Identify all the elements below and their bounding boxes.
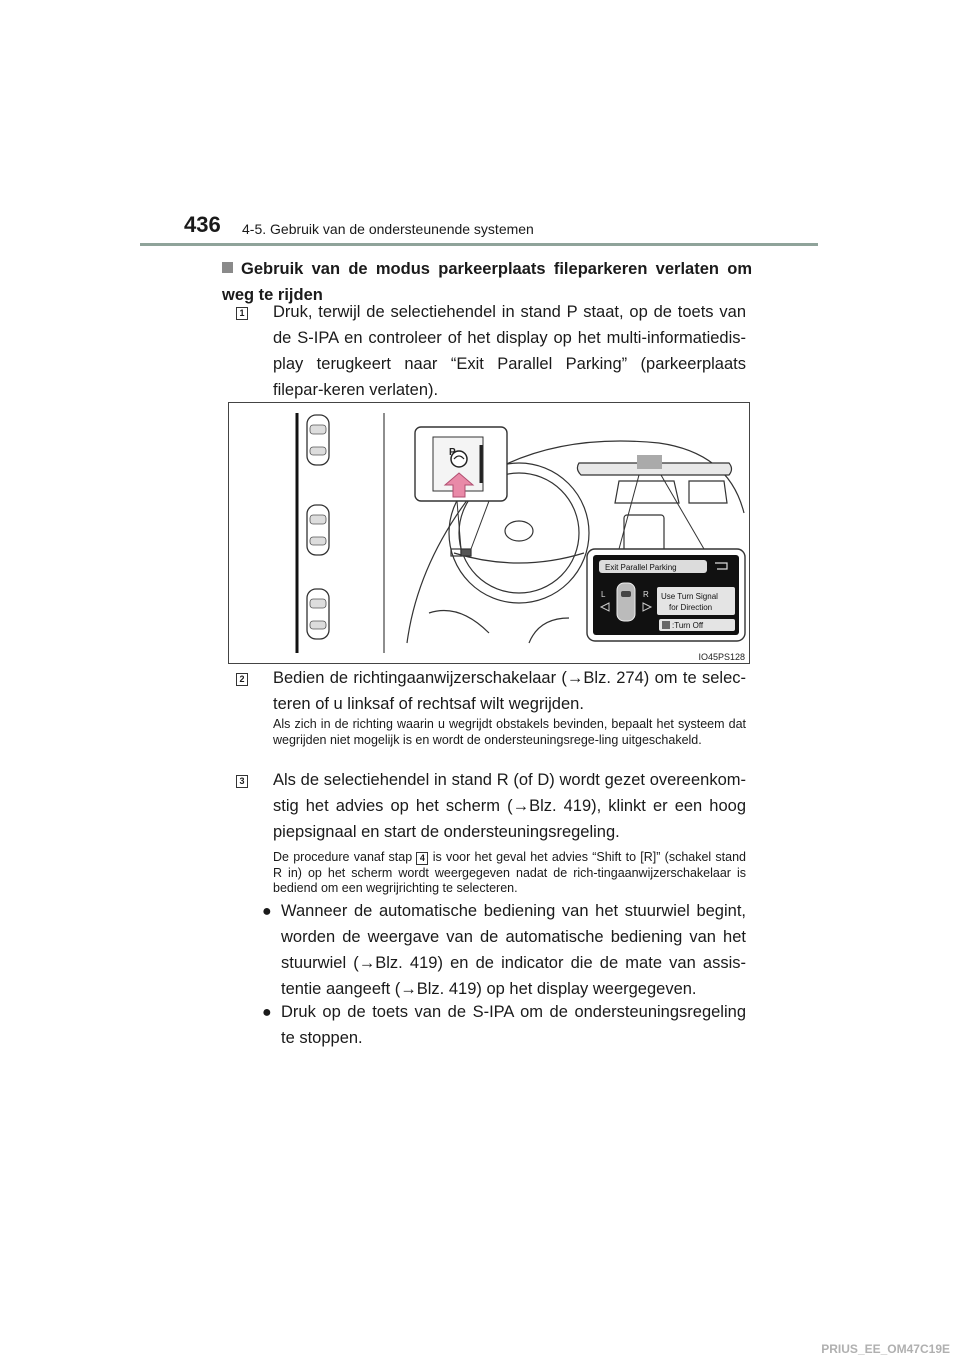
note-text-before: De procedure vanaf stap	[273, 850, 413, 864]
parked-car-icon	[307, 589, 329, 639]
step-1-text: Druk, terwijl de selectiehendel in stand P staat, op de toets van de S-IPA en controleer of het display op het multi-informatiedis-play terugkeert naar “Exit Parallel Parking” (parkeerplaats filepar-keren verlaten).	[273, 303, 746, 399]
step-3-text: Als de selectiehendel in stand R (of D) wordt gezet overeenkom-stig het advies op het scherm (→Blz. 419), klinkt er een hoog piepsignaal en start de ondersteuningsregeling.	[273, 771, 746, 841]
square-marker-icon	[222, 262, 233, 273]
step-2-note: Als zich in de richting waarin u wegrijdt obstakels bevinden, bepaalt het systeem dat wegrijden niet mogelijk is en wordt de ondersteuningsrege-ling uitgeschakeld.	[273, 717, 746, 747]
step-3-note	[273, 850, 746, 897]
display-turn-off: :Turn Off	[672, 621, 704, 630]
bullet-icon: ●	[262, 903, 272, 920]
step-number-3: 3	[236, 775, 248, 788]
display-title: Exit Parallel Parking	[605, 563, 677, 572]
p-button-icon	[662, 621, 670, 629]
own-car-icon	[307, 505, 329, 555]
header-rule	[140, 243, 818, 246]
note-text-after: is voor het geval het advies “Shift to [R]” (schakel stand R in) op het scherm wordt weergegeven nadat de rich-tingaanwijzerschakelaar is bediend om een wegrijrichting te selecteren.	[273, 850, 747, 895]
display-right-label: R	[643, 590, 649, 599]
footer-code: PRIUS_EE_OM47C19E	[821, 1342, 950, 1356]
display-advice-line1: Use Turn Signal	[661, 592, 718, 601]
dashboard-illustration	[229, 403, 749, 663]
display-advice-line2: for Direction	[669, 603, 713, 612]
step-number-1: 1	[236, 307, 248, 320]
step-2-text: Bedien de richtingaanwijzerschakelaar (→Blz. 274) om te selec-teren of u linksaf of rechtsaf wilt wegrijden.	[273, 669, 746, 713]
heading-text: Gebruik van de modus parkeerplaats fileparkeren verlaten om weg te rijden	[222, 260, 752, 304]
display-car-icon	[617, 583, 635, 621]
bullet-item-2: Druk op de toets van de S-IPA om de ondersteuningsregeling te stoppen.	[281, 1003, 746, 1047]
p-button-letter: P	[449, 447, 456, 458]
page-number: 436	[184, 212, 221, 237]
display-left-label: L	[601, 590, 606, 599]
bullet-item-1: Wanneer de automatische bediening van het stuurwiel begint, worden de weergave van de automatische bediening van het stuurwiel (→Blz. 419) en de indicator die de mate van assis-tentie aangeeft (→Blz. 419) op het display weergegeven.	[281, 902, 746, 998]
section-title: 4-5. Gebruik van de ondersteunende systemen	[242, 221, 534, 237]
illustration-figure	[228, 402, 750, 664]
step-number-2: 2	[236, 673, 248, 686]
step-reference-4: 4	[416, 852, 428, 865]
parked-car-icon	[307, 415, 329, 465]
figure-code: IO45PS128	[698, 652, 745, 662]
bullet-icon: ●	[262, 1004, 272, 1021]
